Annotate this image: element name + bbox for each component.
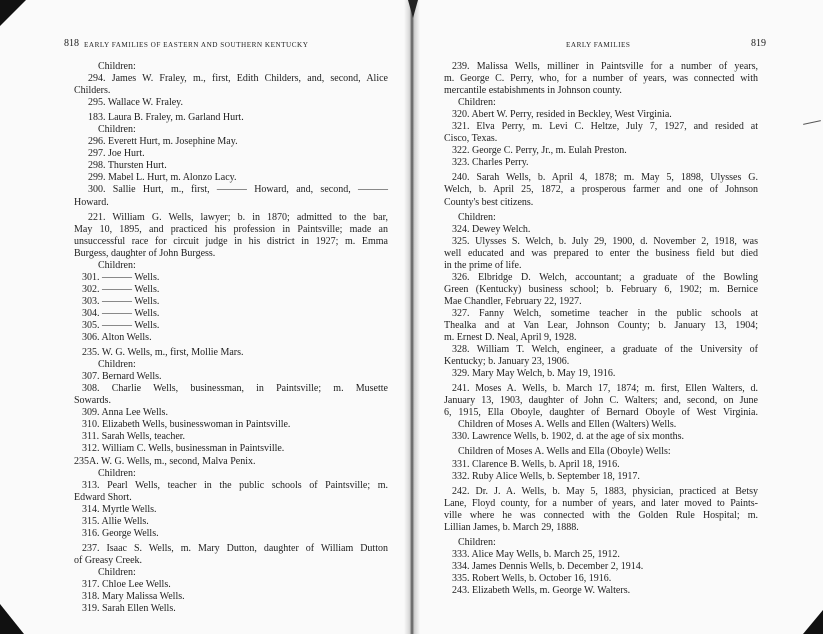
text-line: Children: [98, 359, 136, 371]
right-page-body [444, 61, 758, 597]
text-line: Howard. [74, 196, 109, 208]
text-line: Children of Moses A. Wells and Ellen (Walters) Wells. [458, 419, 677, 431]
text-line: 308. Charlie Wells, businessman, in Paintsville; m. Musette [82, 383, 388, 395]
text-line: 334. James Dennis Wells, b. December 2, 1914. [452, 560, 644, 572]
text-line: 311. Sarah Wells, teacher. [82, 431, 186, 443]
text-line: 314. Myrtle Wells. [82, 503, 157, 515]
text-line: 235. W. G. Wells, m., first, Mollie Mars. [82, 347, 244, 359]
text-line: 298. Thursten Hurt. [88, 160, 167, 172]
text-line: Green (Kentucky) business school; b. February 6, 1902; m. Bernice [444, 283, 758, 295]
text-line: 329. Mary May Welch, b. May 19, 1916. [452, 368, 616, 380]
text-line: 304. ——— Wells. [82, 307, 160, 319]
text-line: 315. Allie Wells. [82, 515, 149, 527]
text-line: 328. William T. Welch, engineer, a graduate of the University of [452, 344, 758, 356]
text-line: 6, 1915, Ella Oboyle, daughter of Bernard Oboyle of West Virginia. [444, 407, 758, 419]
running-head: EARLY FAMILIES [566, 41, 631, 49]
text-line: Children: [98, 467, 136, 479]
text-line: Children: [98, 124, 136, 136]
text-line: 300. Sallie Hurt, m., first, ——— Howard, and, second, ——— [88, 184, 388, 196]
text-line: May 10, 1895, and practiced his profession in Paintsville; made an [74, 223, 388, 235]
text-line: 239. Malissa Wells, milliner in Paintsville for a number of years, [452, 61, 758, 72]
text-line: Sowards. [74, 395, 111, 407]
left-page-header [64, 38, 388, 52]
text-line: January 13, 1903, daughter of John C. Walters; and, second, on June [444, 395, 758, 407]
text-line: 237. Isaac S. Wells, m. Mary Dutton, daughter of William Dutton [82, 542, 388, 554]
book-gutter [404, 0, 420, 634]
text-line: Kentucky; b. January 23, 1906. [444, 356, 570, 368]
text-line: ville where he was connected with the Golden Rule Hospital; m. [444, 509, 758, 521]
text-line: Mae Chandler, February 22, 1927. [444, 295, 582, 307]
text-line: Burgess, daughter of John Burgess. [74, 247, 216, 259]
right-page-header [444, 38, 766, 52]
text-line: 307. Bernard Wells. [82, 371, 162, 383]
text-line: 333. Alice May Wells, b. March 25, 1912. [452, 548, 620, 560]
text-line: Children of Moses A. Wells and Ella (Oboyle) Wells: [458, 446, 671, 458]
text-line: 310. Elizabeth Wells, businesswoman in Paintsville. [82, 419, 291, 431]
text-line: Edward Short. [74, 491, 132, 503]
scan-corner-shadow [0, 604, 24, 634]
text-line: 319. Sarah Ellen Wells. [82, 603, 176, 615]
text-line: of Greasy Creek. [74, 554, 143, 566]
left-page [64, 38, 388, 615]
text-line: 295. Wallace W. Fraley. [88, 97, 184, 109]
text-line: 321. Elva Perry, m. Levi C. Heltze, July 7, 1927, and resided at [452, 121, 758, 133]
text-line: Thealka and at Van Lear, Johnson County; b. January 13, 1904; [444, 319, 758, 331]
text-line: 326. Elbridge D. Welch, accountant; a graduate of the Bowling [452, 271, 758, 283]
text-line: County's best citizens. [444, 196, 534, 208]
text-line: 241. Moses A. Wells, b. March 17, 1874; m. first, Ellen Walters, d. [452, 383, 758, 395]
text-line: 325. Ulysses S. Welch, b. July 29, 1900, d. November 2, 1918, was [452, 235, 758, 247]
text-line: 327. Fanny Welch, sometime teacher in the public schools at [452, 307, 758, 319]
text-line: 235A. W. G. Wells, m., second, Malva Penix. [74, 455, 256, 467]
text-line: 243. Elizabeth Wells, m. George W. Walters. [452, 584, 631, 596]
text-line: 294. James W. Fraley, m., first, Edith Childers, and, second, Alice [88, 73, 388, 85]
text-line: Children: [98, 259, 136, 271]
text-line: 242. Dr. J. A. Wells, b. May 5, 1883, physician, practiced at Betsy [452, 485, 758, 497]
text-line: 313. Pearl Wells, teacher in the public schools of Paintsville; m. [82, 479, 388, 491]
gutter-shadow [408, 0, 418, 18]
text-line: 322. George C. Perry, Jr., m. Eulah Preston. [452, 145, 627, 157]
text-line: 303. ——— Wells. [82, 295, 160, 307]
text-line: 306. Alton Wells. [82, 332, 152, 344]
page-number: 818 [64, 38, 79, 49]
text-line: 309. Anna Lee Wells. [82, 407, 168, 419]
left-page-body [74, 61, 388, 615]
text-line: Children: [458, 97, 496, 109]
text-line: Lillian James, b. March 29, 1888. [444, 521, 579, 533]
text-line: 332. Ruby Alice Wells, b. September 18, 1917. [452, 470, 640, 482]
text-line: 296. Everett Hurt, m. Josephine May. [88, 136, 238, 148]
text-line: m. George C. Perry, who, for a number of years, was connected with [444, 73, 758, 85]
text-line: 331. Clarence B. Wells, b. April 18, 1916. [452, 458, 620, 470]
text-line: Welch, b. April 25, 1872, a prosperous farmer and one of Johnson [444, 184, 758, 196]
text-line: 316. George Wells. [82, 527, 159, 539]
text-line: 317. Chloe Lee Wells. [82, 578, 171, 590]
running-head: EARLY FAMILIES OF EASTERN AND SOUTHERN KENTUCKY [84, 41, 309, 49]
text-line: Children: [98, 61, 136, 72]
scan-corner-shadow [803, 610, 823, 634]
text-line: 318. Mary Malissa Wells. [82, 591, 185, 603]
text-line: Lane, Floyd county, for a number of years, and later moved to Paints- [444, 497, 758, 509]
text-line: well educated and was prepared to enter the business field but died [444, 247, 758, 259]
page-number: 819 [751, 38, 766, 49]
text-line: in the prime of life. [444, 259, 522, 271]
text-line: Children: [98, 566, 136, 578]
text-line: Childers. [74, 85, 111, 97]
text-line: 240. Sarah Wells, b. April 4, 1878; m. May 5, 1898, Ulysses G. [452, 172, 758, 184]
text-line: unsuccessful race for circuit judge in his district in 1927; m. Emma [74, 235, 388, 247]
right-page [444, 38, 766, 597]
text-line: 312. William C. Wells, businessman in Paintsville. [82, 443, 285, 455]
text-line: mercantile estabishments in Johnson county. [444, 85, 622, 97]
text-line: 183. Laura B. Fraley, m. Garland Hurt. [88, 112, 244, 124]
text-line: 320. Abert W. Perry, resided in Beckley, West Virginia. [452, 109, 672, 121]
text-line: Children: [458, 211, 496, 223]
text-line: 301. ——— Wells. [82, 271, 160, 283]
text-line: 221. William G. Wells, lawyer; b. in 1870; admitted to the bar, [88, 211, 388, 223]
text-line: 330. Lawrence Wells, b. 1902, d. at the age of six months. [452, 431, 685, 443]
text-line: 299. Mabel L. Hurt, m. Alonzo Lacy. [88, 172, 237, 184]
text-line: 305. ——— Wells. [82, 319, 160, 331]
text-line: 323. Charles Perry. [452, 157, 529, 169]
scan-corner-shadow [0, 0, 26, 26]
text-line: m. Ernest D. Neal, April 9, 1928. [444, 332, 577, 344]
text-line: 302. ——— Wells. [82, 283, 160, 295]
margin-mark [803, 120, 821, 125]
text-line: Cisco, Texas. [444, 133, 498, 145]
text-line: 324. Dewey Welch. [452, 223, 531, 235]
text-line: 335. Robert Wells, b. October 16, 1916. [452, 572, 612, 584]
text-line: Children: [458, 536, 496, 548]
text-line: 297. Joe Hurt. [88, 148, 145, 160]
